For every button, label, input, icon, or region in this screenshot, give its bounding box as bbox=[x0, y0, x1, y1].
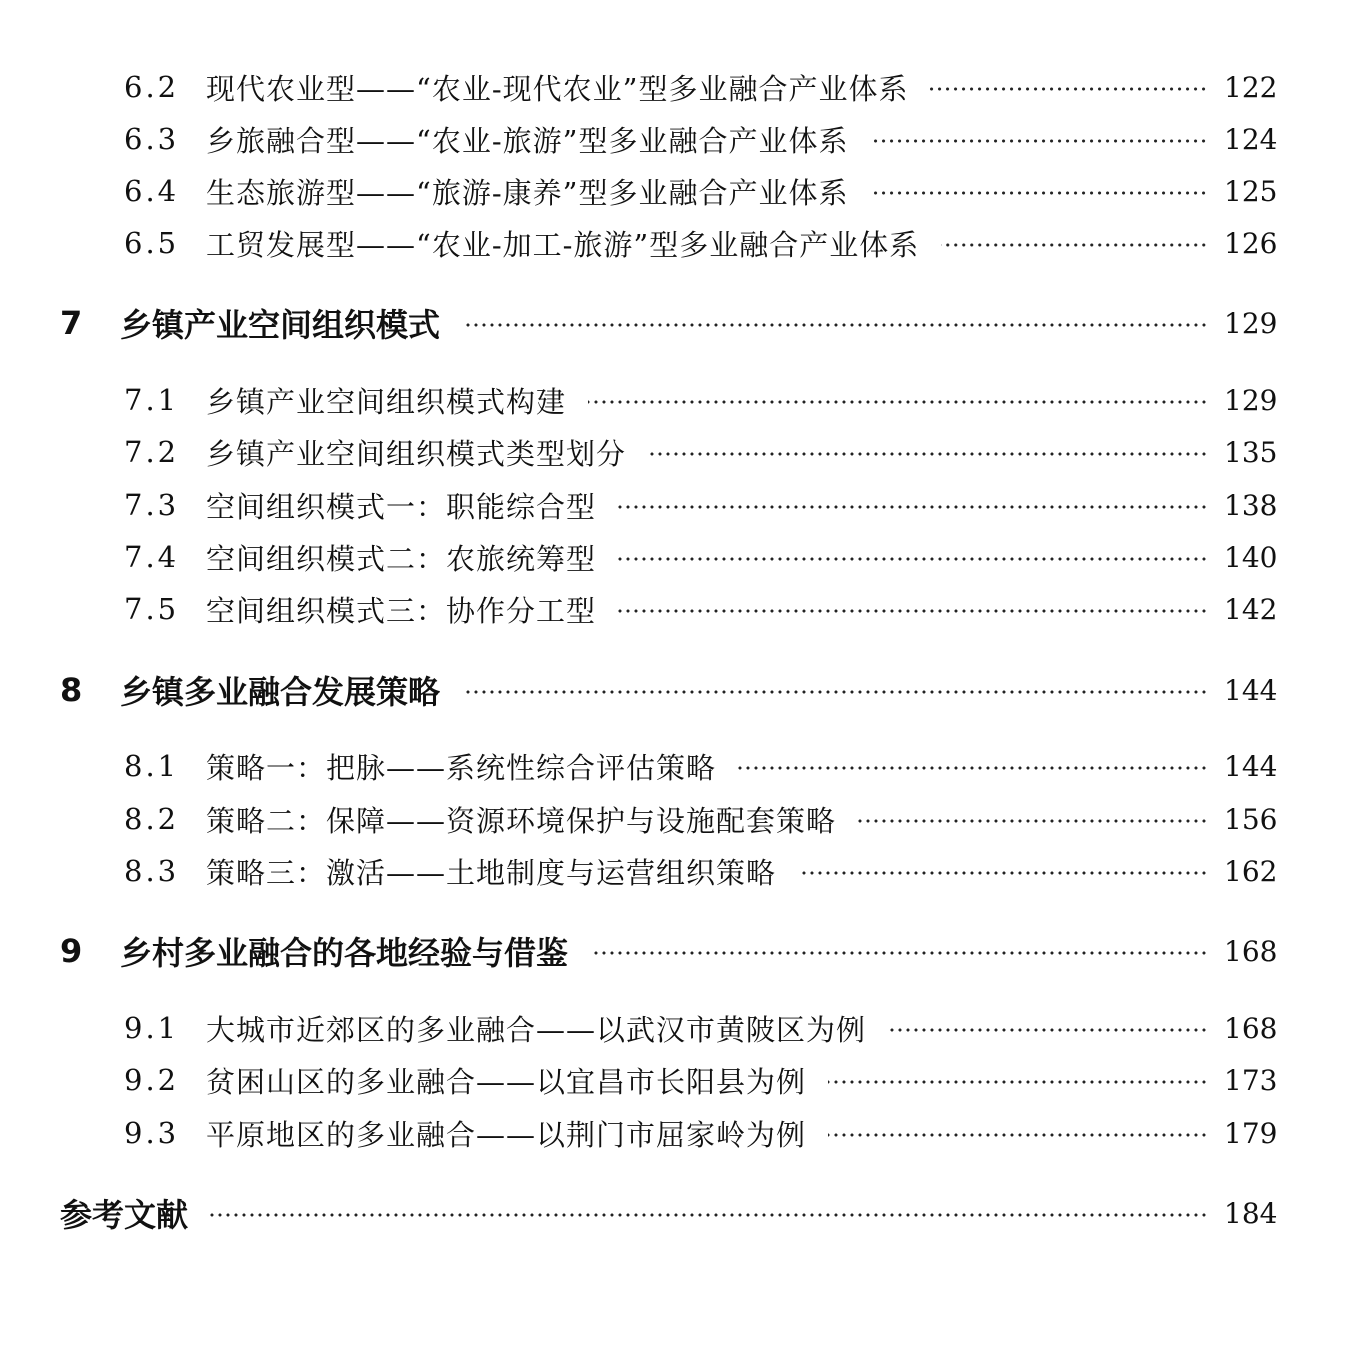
dot-leader bbox=[588, 400, 1208, 404]
toc-chapter-8[interactable] bbox=[60, 665, 1278, 715]
toc-entry-6-2[interactable] bbox=[124, 62, 1278, 112]
toc-entry-7-1[interactable] bbox=[124, 375, 1278, 425]
toc-entry-7-4[interactable] bbox=[124, 532, 1278, 582]
page-number: 144 bbox=[1224, 749, 1278, 783]
dot-leader bbox=[828, 1133, 1208, 1137]
section-number: 8.3 bbox=[124, 854, 180, 888]
section-title: 空间组织模式一：职能综合型 bbox=[206, 489, 597, 524]
page-number: 125 bbox=[1224, 174, 1278, 208]
dot-leader bbox=[462, 690, 1208, 694]
section-title: 贫困山区的多业融合——以宜昌市长阳县为例 bbox=[206, 1064, 807, 1099]
toc-entry-8-1[interactable] bbox=[124, 741, 1278, 791]
chapter-title: 乡村多业融合的各地经验与借鉴 bbox=[120, 934, 569, 972]
section-number: 7.2 bbox=[124, 435, 180, 469]
section-title: 策略二：保障——资源环境保护与设施配套策略 bbox=[206, 803, 837, 838]
section-number: 7.5 bbox=[124, 592, 180, 626]
page-number: 168 bbox=[1224, 1011, 1278, 1045]
dot-leader bbox=[590, 951, 1208, 955]
toc-entry-6-3[interactable] bbox=[124, 114, 1278, 164]
section-number: 9.2 bbox=[124, 1063, 180, 1097]
page-number: 142 bbox=[1224, 592, 1278, 626]
section-number: 7.3 bbox=[124, 488, 180, 522]
section-title: 乡镇产业空间组织模式类型划分 bbox=[206, 436, 627, 471]
chapter-title: 乡镇多业融合发展策略 bbox=[120, 673, 441, 711]
chapter-number: 8 bbox=[60, 671, 83, 709]
toc-entry-9-3[interactable] bbox=[124, 1108, 1278, 1158]
page-number: 138 bbox=[1224, 488, 1278, 522]
dot-leader bbox=[648, 452, 1208, 456]
page-number: 162 bbox=[1224, 854, 1278, 888]
page-number: 122 bbox=[1224, 70, 1278, 104]
toc-entry-9-2[interactable] bbox=[124, 1055, 1278, 1105]
section-number: 6.3 bbox=[124, 122, 180, 156]
dot-leader bbox=[738, 766, 1208, 770]
section-number: 7.4 bbox=[124, 540, 180, 574]
page-number: 129 bbox=[1224, 306, 1278, 340]
section-title: 空间组织模式二：农旅统筹型 bbox=[206, 541, 597, 576]
toc-references[interactable] bbox=[60, 1188, 1278, 1238]
dot-leader bbox=[870, 191, 1208, 195]
section-title: 乡旅融合型——“农业-旅游”型多业融合产业体系 bbox=[206, 123, 849, 158]
dot-leader bbox=[888, 1028, 1208, 1032]
page-number: 124 bbox=[1224, 122, 1278, 156]
toc-chapter-7[interactable] bbox=[60, 298, 1278, 348]
section-number: 6.5 bbox=[124, 226, 180, 260]
dot-leader bbox=[870, 139, 1208, 143]
section-title: 现代农业型——“农业-现代农业”型多业融合产业体系 bbox=[206, 71, 909, 106]
section-title: 平原地区的多业融合——以荆门市屈家岭为例 bbox=[206, 1117, 807, 1152]
dot-leader bbox=[618, 557, 1208, 561]
dot-leader bbox=[858, 819, 1208, 823]
section-title: 工贸发展型——“农业-加工-旅游”型多业融合产业体系 bbox=[206, 227, 920, 262]
toc-chapter-9[interactable] bbox=[60, 926, 1278, 976]
dot-leader bbox=[941, 243, 1208, 247]
toc-entry-9-1[interactable] bbox=[124, 1003, 1278, 1053]
section-number: 7.1 bbox=[124, 383, 180, 417]
dot-leader bbox=[462, 323, 1208, 327]
dot-leader bbox=[210, 1213, 1208, 1217]
chapter-number: 9 bbox=[60, 932, 83, 970]
chapter-title: 乡镇产业空间组织模式 bbox=[120, 306, 441, 344]
section-number: 6.2 bbox=[124, 70, 180, 104]
page-number: 179 bbox=[1224, 1116, 1278, 1150]
page-number: 156 bbox=[1224, 802, 1278, 836]
section-title: 乡镇产业空间组织模式构建 bbox=[206, 384, 567, 419]
page-number: 135 bbox=[1224, 435, 1278, 469]
page-number: 184 bbox=[1224, 1196, 1278, 1230]
toc-entry-8-2[interactable] bbox=[124, 794, 1278, 844]
section-number: 9.3 bbox=[124, 1116, 180, 1150]
page-number: 144 bbox=[1224, 673, 1278, 707]
dot-leader bbox=[618, 609, 1208, 613]
references-title: 参考文献 bbox=[60, 1196, 189, 1234]
dot-leader bbox=[828, 1080, 1208, 1084]
section-title: 大城市近郊区的多业融合——以武汉市黄陂区为例 bbox=[206, 1012, 867, 1047]
page-number: 140 bbox=[1224, 540, 1278, 574]
toc-entry-6-4[interactable] bbox=[124, 166, 1278, 216]
page-number: 168 bbox=[1224, 934, 1278, 968]
section-title: 策略一：把脉——系统性综合评估策略 bbox=[206, 750, 717, 785]
dot-leader bbox=[930, 87, 1208, 91]
page-number: 173 bbox=[1224, 1063, 1278, 1097]
toc-entry-6-5[interactable] bbox=[124, 218, 1278, 268]
section-number: 8.1 bbox=[124, 749, 180, 783]
page-number: 126 bbox=[1224, 226, 1278, 260]
section-title: 策略三：激活——土地制度与运营组织策略 bbox=[206, 855, 777, 890]
section-title: 生态旅游型——“旅游-康养”型多业融合产业体系 bbox=[206, 175, 849, 210]
toc-entry-8-3[interactable] bbox=[124, 846, 1278, 896]
toc-entry-7-5[interactable] bbox=[124, 584, 1278, 634]
section-number: 6.4 bbox=[124, 174, 180, 208]
dot-leader bbox=[618, 505, 1208, 509]
chapter-number: 7 bbox=[60, 304, 83, 342]
section-title: 空间组织模式三：协作分工型 bbox=[206, 593, 597, 628]
page-number: 129 bbox=[1224, 383, 1278, 417]
toc-entry-7-3[interactable] bbox=[124, 480, 1278, 530]
toc-entry-7-2[interactable] bbox=[124, 427, 1278, 477]
section-number: 8.2 bbox=[124, 802, 180, 836]
dot-leader bbox=[798, 871, 1208, 875]
section-number: 9.1 bbox=[124, 1011, 180, 1045]
